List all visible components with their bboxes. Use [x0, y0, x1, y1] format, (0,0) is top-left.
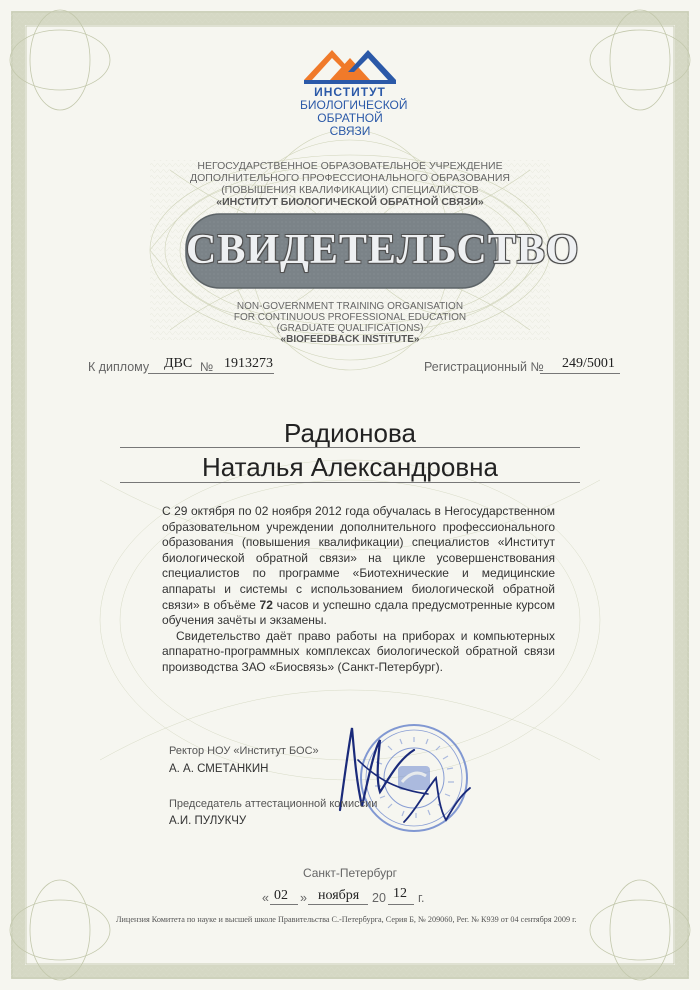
body-paragraph-1-start: С 29 октября по 02 ноября 2012 года обучалась в Негосударственном образовательном учреждении дополнительного профессионального образования (повышения квалификации) специалистов «Институт биологической обратной связи» на цикле усовершенствования специалистов по программе «Биотехнические и медицинские аппараты и системы с использованием биологической обратной связи» в объёме: [162, 504, 555, 612]
issue-month: ноября: [318, 888, 360, 903]
issue-day: 02: [274, 888, 288, 903]
body-paragraph-1: [162, 504, 555, 629]
header-ru-line-3: (ПОВЫШЕНИЯ КВАЛИФИКАЦИИ) СПЕЦИАЛИСТОВ: [221, 184, 479, 196]
body-paragraph-2: Свидетельство даёт право работы на приборах и компьютерных аппаратно-программных комплексах биологической обратной связи производства ЗАО «Биосвязь» (Санкт-Петербург).: [162, 628, 555, 674]
diploma-number: 1913273: [224, 356, 273, 371]
logo-line-1: ИНСТИТУТ: [314, 85, 386, 99]
institute-logo-icon: [302, 46, 398, 86]
body-paragraph-1-end: часов и успешно сдала предусмотренные курсом обучения зачёты и экзамены.: [162, 597, 556, 628]
date-year-abbr: г.: [418, 891, 425, 905]
header-en-line-2: FOR CONTINUOUS PROFESSIONAL EDUCATION: [233, 312, 467, 323]
date-year-prefix: 20: [372, 891, 386, 905]
logo-line-2: БИОЛОГИЧЕСКОЙ: [300, 98, 408, 112]
registration-label: Регистрационный №: [424, 360, 544, 374]
chair-signature-icon: [396, 770, 476, 830]
rector-name: А. А. СМЕТАНКИН: [169, 763, 269, 775]
header-ru-line-2: ДОПОЛНИТЕЛЬНОГО ПРОФЕССИОНАЛЬНОГО ОБРАЗОВАНИЯ: [190, 172, 510, 184]
logo-line-3: ОБРАТНОЙ СВЯЗИ: [317, 111, 383, 138]
header-ru-line-1: НЕГОСУДАРСТВЕННОЕ ОБРАЗОВАТЕЛЬНОЕ УЧРЕЖДЕНИЕ: [197, 160, 503, 172]
header-english: [180, 301, 520, 345]
header-en-line-1: NON-GOVERNMENT TRAINING ORGANISATION: [236, 301, 464, 312]
issue-city: Санкт-Петербург: [302, 866, 398, 880]
chair-name: А.И. ПУЛУКЧУ: [169, 815, 247, 827]
header-ru-line-4: «ИНСТИТУТ БИОЛОГИЧЕСКОЙ ОБРАТНОЙ СВЯЗИ»: [216, 196, 484, 208]
diploma-series: ДВС: [164, 356, 193, 371]
header-en-line-4: «BIOFEEDBACK INSTITUTE»: [280, 334, 420, 345]
date-quote-open: «: [262, 891, 269, 905]
recipient-surname: Радионова: [284, 418, 416, 448]
training-hours: 72: [259, 597, 273, 612]
header-russian: [150, 160, 550, 208]
recipient-given-names: Наталья Александровна: [202, 452, 498, 482]
diploma-number-sign: №: [200, 360, 214, 374]
registration-number: 249/5001: [562, 356, 615, 371]
rector-role: Ректор НОУ «Институт БОС»: [169, 745, 319, 757]
header-en-line-3: (GRADUATE QUALIFICATIONS): [276, 323, 424, 334]
institute-logo-text: [300, 85, 408, 138]
diploma-label: К диплому: [88, 360, 150, 374]
issue-year: 12: [393, 886, 407, 901]
certificate-body: [162, 504, 555, 676]
license-note: Лицензия Комитета по науке и высшей школе Правительства С.-Петербурга, Серия Б, № 209060, Рег. № К939 от 04 сентября 2009 г.: [116, 915, 577, 924]
chair-role: Председатель аттестационной комиссии: [169, 798, 378, 810]
certificate-title: СВИДЕТЕЛЬСТВО: [186, 227, 580, 273]
given-names-underline: [120, 482, 580, 483]
surname-underline: [120, 447, 580, 448]
date-quote-close: »: [300, 891, 307, 905]
